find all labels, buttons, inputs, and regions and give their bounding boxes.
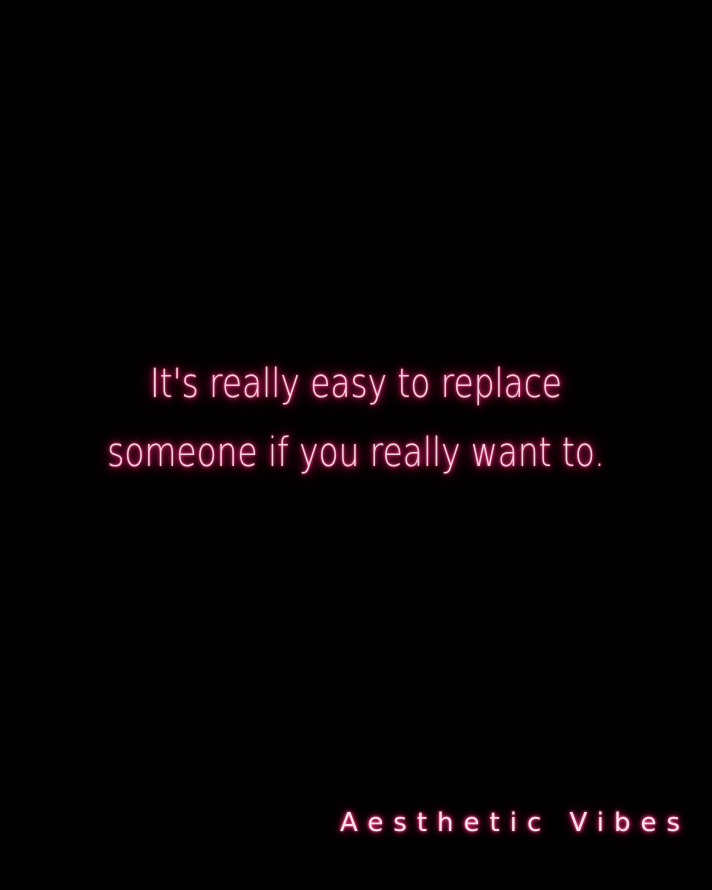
quote-text-block bbox=[0, 360, 712, 477]
quote-line-1: It's really easy to replace bbox=[150, 361, 562, 407]
quote-line-2: someone if you really want to. bbox=[107, 430, 605, 476]
aesthetic-vibes-signature: Aesthetic Vibes bbox=[339, 808, 690, 838]
